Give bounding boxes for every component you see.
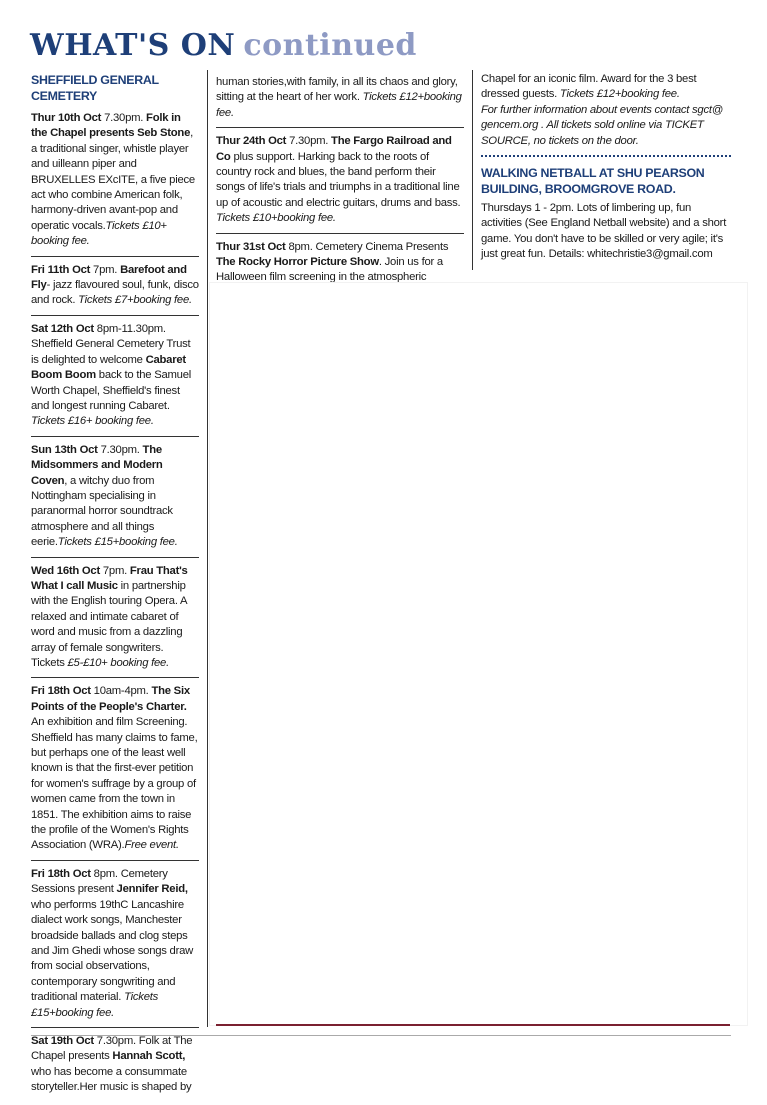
event-intro: Cemetery Cinema Presents <box>315 240 449 253</box>
event-intro: Cemetery Sessions present <box>31 867 168 896</box>
event-tickets: Tickets £15+booking fee. <box>31 991 159 1019</box>
event-time: 7pm. <box>99 564 130 577</box>
column-divider <box>472 70 473 270</box>
event-continued <box>216 72 464 128</box>
event-tickets: Tickets £12+booking fee. <box>216 91 462 119</box>
event-title: Folk in the Chapel presents Seb Stone <box>31 112 191 140</box>
event-date: Sun 13th Oct <box>31 443 98 456</box>
event-title: The Six Points of the People's Charter. <box>31 685 190 713</box>
event-item <box>31 260 199 316</box>
event-description: who has become a consummate storyteller.Her music is shaped by <box>31 1065 192 1094</box>
section-heading-cemetery: SHEFFIELD GENERAL CEMETERY <box>31 73 159 103</box>
event-date: Fri 11th Oct <box>31 263 91 276</box>
netball-description: Thursdays 1 - 2pm. Lots of limbering up, fun activities (See England Netball website) and a short game. You don't have to be skilled or very agile; it's just great fun. Details: whitechristie3@gmail.com <box>481 202 727 261</box>
column-divider <box>207 70 208 1027</box>
title-sub: continued <box>243 28 417 63</box>
event-date: Thur 10th Oct <box>31 112 102 124</box>
event-continued-text: human stories,with family, in all its chaos and glory, sitting at the heart of her work. <box>216 76 458 104</box>
event-title: Cabaret Boom Boom <box>31 353 186 382</box>
event-item <box>216 131 464 233</box>
event-tickets: Tickets £10+booking fee. <box>216 212 336 225</box>
event-tickets: Tickets £16+ booking fee. <box>31 415 154 428</box>
event-description: in partnership with the English touring Opera. A relaxed and intimate cabaret of word and music from a dazzling array of female songwriters. Tickets <box>31 579 187 669</box>
footer-rule <box>31 1035 731 1036</box>
column-1 <box>31 72 199 1105</box>
event-item <box>31 1031 199 1102</box>
event-date: Wed 16th Oct <box>31 564 100 577</box>
section-heading-netball: WALKING NETBALL AT SHU PEARSON BUILDING, BROOMGROVE ROAD. <box>481 166 705 197</box>
event-tickets: Tickets £10+ booking fee. <box>31 219 167 248</box>
event-description: An exhibition and film Screening. Sheffield has many claims to fame, but perhaps one of the least well known is that the first-ever petition for women's suffrage by a group of women came from the town in 1851. The exhibition aims to raise the profile of the Women's Rights Association (WRA). <box>31 716 198 852</box>
events-info: For further information about events contact sgct@ gencem.org . All tickets sold online via TICKET SOURCE, no tickets on the door. <box>481 103 723 147</box>
event-date: Thur 31st Oct <box>216 240 286 253</box>
event-item <box>31 864 199 1028</box>
event-time: 7.30pm. <box>93 1034 139 1047</box>
event-title: Hannah Scott, <box>112 1050 186 1063</box>
event-item <box>31 319 199 437</box>
event-description: , a traditional singer, whistle player and uilleann piper and BRUXELLES EXcITE, a five piece act who combine American folk, harmony-driven avant-pop and operatic vocals. <box>31 127 195 232</box>
event-intro: Folk at The Chapel presents <box>31 1034 193 1063</box>
event-description: who performs 19thC Lancashire dialect work songs, Manchester broadside ballads and clog steps and Jim Ghedi whose songs draw from social observations, contemporary songwriting and traditional material. <box>31 898 194 1004</box>
event-time: 7.30pm. <box>97 443 143 456</box>
event-item <box>31 440 199 558</box>
event-date: Fri 18th Oct <box>31 867 91 880</box>
event-title: Frau That's What I call Music <box>31 564 188 592</box>
event-time: 8pm. <box>90 867 121 880</box>
event-tickets: Tickets £7+booking fee. <box>75 294 192 307</box>
event-date: Thur 24th Oct <box>216 135 287 148</box>
event-time: 7pm. <box>90 263 121 276</box>
event-time: 8pm. <box>285 240 316 253</box>
event-item <box>31 108 199 257</box>
event-description: - jazz flavoured soul, funk, disco and rock. <box>31 279 199 307</box>
dotted-divider <box>481 155 731 157</box>
event-tickets: £5-£10+ booking fee. <box>67 657 169 669</box>
event-date: Sat 12th Oct <box>31 322 94 335</box>
event-tickets: Tickets £12+booking fee. <box>557 88 680 101</box>
event-time: 10am-4pm. <box>90 685 152 698</box>
event-title: Barefoot and Fly <box>31 263 187 292</box>
title-main: WHAT'S ON <box>30 28 236 63</box>
event-item <box>31 561 199 679</box>
event-time: 7.30pm. <box>101 112 147 124</box>
event-title: The Fargo Railroad and Co <box>216 135 452 163</box>
event-time: 7.30pm. <box>286 135 332 148</box>
event-date: Fri 18th Oct <box>31 685 91 698</box>
event-title: The Rocky Horror Picture Show <box>216 256 379 269</box>
event-description: , a witchy duo from Nottingham specialising in paranormal horror soundtrack atmosphere and all things eerie. <box>31 474 173 549</box>
event-continued-text: Chapel for an iconic film. Award for the 3 best dressed guests. <box>481 73 697 101</box>
event-item <box>31 681 199 860</box>
event-date: Sat 19th Oct <box>31 1034 94 1047</box>
event-title: Jennifer Reid, <box>116 883 188 896</box>
event-title: The Midsommers and Modern Coven <box>31 443 163 487</box>
event-intro: Sheffield General Cemetery Trust is delighted to welcome <box>31 338 191 366</box>
column-2 <box>216 72 464 310</box>
column-3 <box>481 72 731 263</box>
blank-area <box>210 283 747 1025</box>
event-time: 8pm-11.30pm. <box>93 322 166 335</box>
event-description: plus support. Harking back to the roots of country rock and blues, the band perform their songs of life's trials and triumphs in a traditional line up of acoustic and electric guitars, drums and bass. <box>216 150 461 209</box>
page-title <box>30 28 417 64</box>
bottom-rule <box>216 1024 730 1026</box>
event-tickets: Tickets £15+booking fee. <box>57 536 178 549</box>
event-description: . Join us for a Halloween film screening in the atmospheric <box>216 256 443 284</box>
event-description: back to the Samuel Worth Chapel, Sheffield's finest and longest running Cabaret. <box>31 369 192 412</box>
event-tickets: Free event. <box>124 839 179 852</box>
